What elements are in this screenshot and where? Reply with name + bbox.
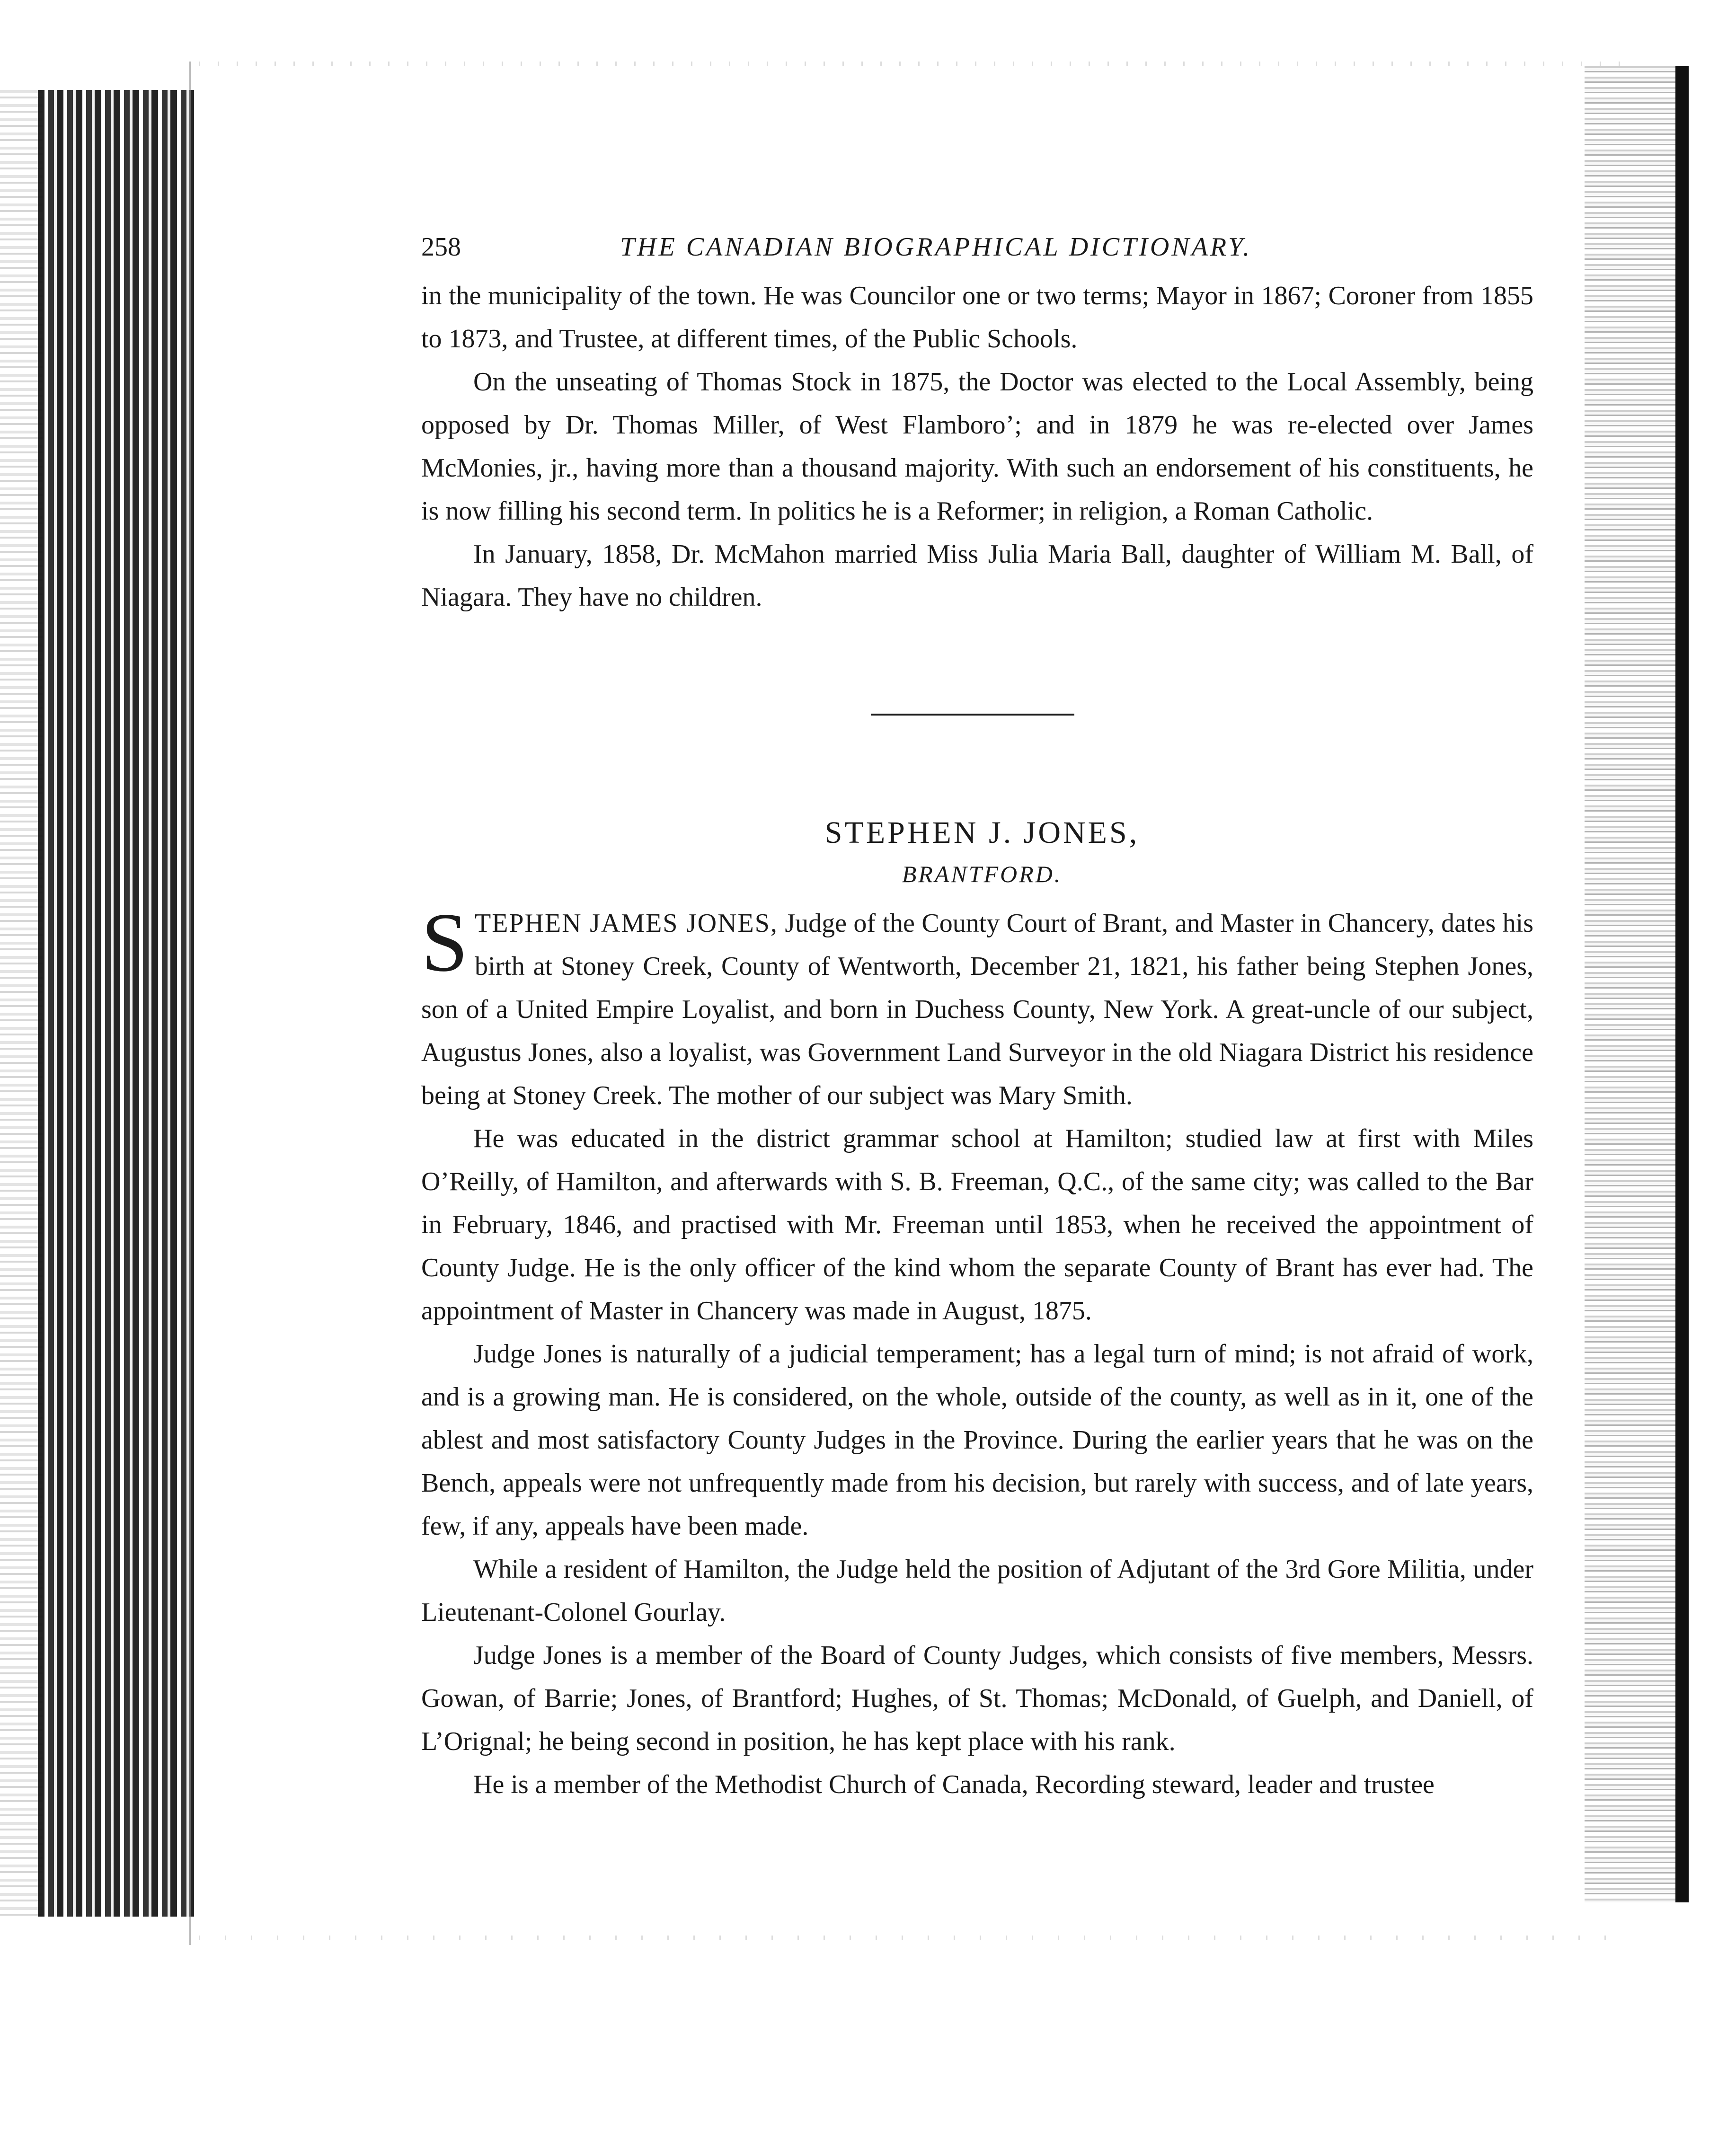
paragraph: On the unseating of Thomas Stock in 1875, the Doctor was elected to the Local Assembly, being opposed by Dr. Thomas Miller, of West Flamboro’; and in 1879 he was re-elected over James McMonies, jr., having more than a thousand majority. With such an endorsement of his constituents, he is now filling his second term. In politics he is a Reformer; in religion, a Roman Catholic. <box>421 367 1533 526</box>
paragraph: He was educated in the district grammar school at Hamilton; studied law at first with Miles O’Reilly, of Hamilton, and afterwards with S. B. Freeman, Q.C., of the same city; was called to the Bar in February, 1846, and practised with Mr. Freeman until 1853, when he received the appointment of County Judge. He is the only officer of the kind whom the separate County of Brant has ever had. The appointment of Master in Chancery was made in August, 1875. <box>421 1124 1533 1326</box>
paragraph: He is a member of the Methodist Church of Canada, Recording steward, leader and trustee <box>473 1770 1435 1799</box>
entry-heading-name: STEPHEN J. JONES, <box>824 815 1140 850</box>
entry-heading-place: BRANTFORD. <box>902 861 1063 887</box>
section-divider-rule <box>871 714 1074 716</box>
paragraph: Judge Jones is a member of the Board of County Judges, which consists of five members, Messrs. Gowan, of Barrie; Jones, of Brantford; Hughes, of St. Thomas; McDonald, of Guelph, and Daniell, of L’Orignal; he being second in position, he has kept place with his rank. <box>421 1641 1533 1756</box>
page-number: 258 <box>421 232 461 262</box>
paragraph: While a resident of Hamilton, the Judge held the position of Adjutant of the 3rd Gore Militia, under Lieutenant-Colonel Gourlay. <box>421 1555 1533 1627</box>
scan-top-edge-noise <box>199 62 1628 66</box>
drop-cap-letter: S <box>421 895 468 989</box>
biography-entry <box>421 895 1533 1806</box>
scan-gutter-line <box>189 62 191 1945</box>
scan-bottom-edge-noise <box>199 1936 1628 1940</box>
previous-entry-conclusion <box>421 274 1533 619</box>
paragraph: In January, 1858, Dr. McMahon married Miss Julia Maria Ball, daughter of William M. Ball, of Niagara. They have no children. <box>421 539 1533 612</box>
scan-right-edge-bar <box>1675 66 1689 1902</box>
paragraph: in the municipality of the town. He was Councilor one or two terms; Mayor in 1867; Coroner from 1855 to 1873, and Trustee, at different times, of the Public Schools. <box>421 281 1533 354</box>
opening-paragraph-text: Judge of the County Court of Brant, and Master in Chancery, dates his birth at Stoney Creek, County of Wentworth, December 21, 1821, his father being Stephen Jones, son of a United Empire Loyalist, and born in Duchess County, New York. A great-uncle of our subject, Augustus Jones, also a loyalist, was Government Land Surveyor in the old Niagara District his residence being at Stoney Creek. The mother of our subject was Mary Smith. <box>421 909 1533 1110</box>
lead-in-caps: TEPHEN JAMES JONES, <box>475 909 778 938</box>
scan-right-edge-noise <box>1585 66 1679 1902</box>
running-title: THE CANADIAN BIOGRAPHICAL DICTIONARY. <box>620 232 1252 262</box>
running-head <box>421 232 1533 274</box>
paragraph: Judge Jones is naturally of a judicial temperament; has a legal turn of mind; is not afraid of work, and is a growing man. He is considered, on the whole, outside of the county, as well as in it, one of the ablest and most satisfactory County Judges in the Province. During the earlier years that he was on the Bench, appeals were not unfrequently made from his decision, but rarely with success, and of late years, few, if any, appeals have been made. <box>421 1339 1533 1541</box>
opening-paragraph <box>421 895 1533 1117</box>
book-page <box>421 232 1533 1806</box>
scan-book-spine <box>38 90 194 1917</box>
scan-left-edge-noise <box>0 90 43 1917</box>
